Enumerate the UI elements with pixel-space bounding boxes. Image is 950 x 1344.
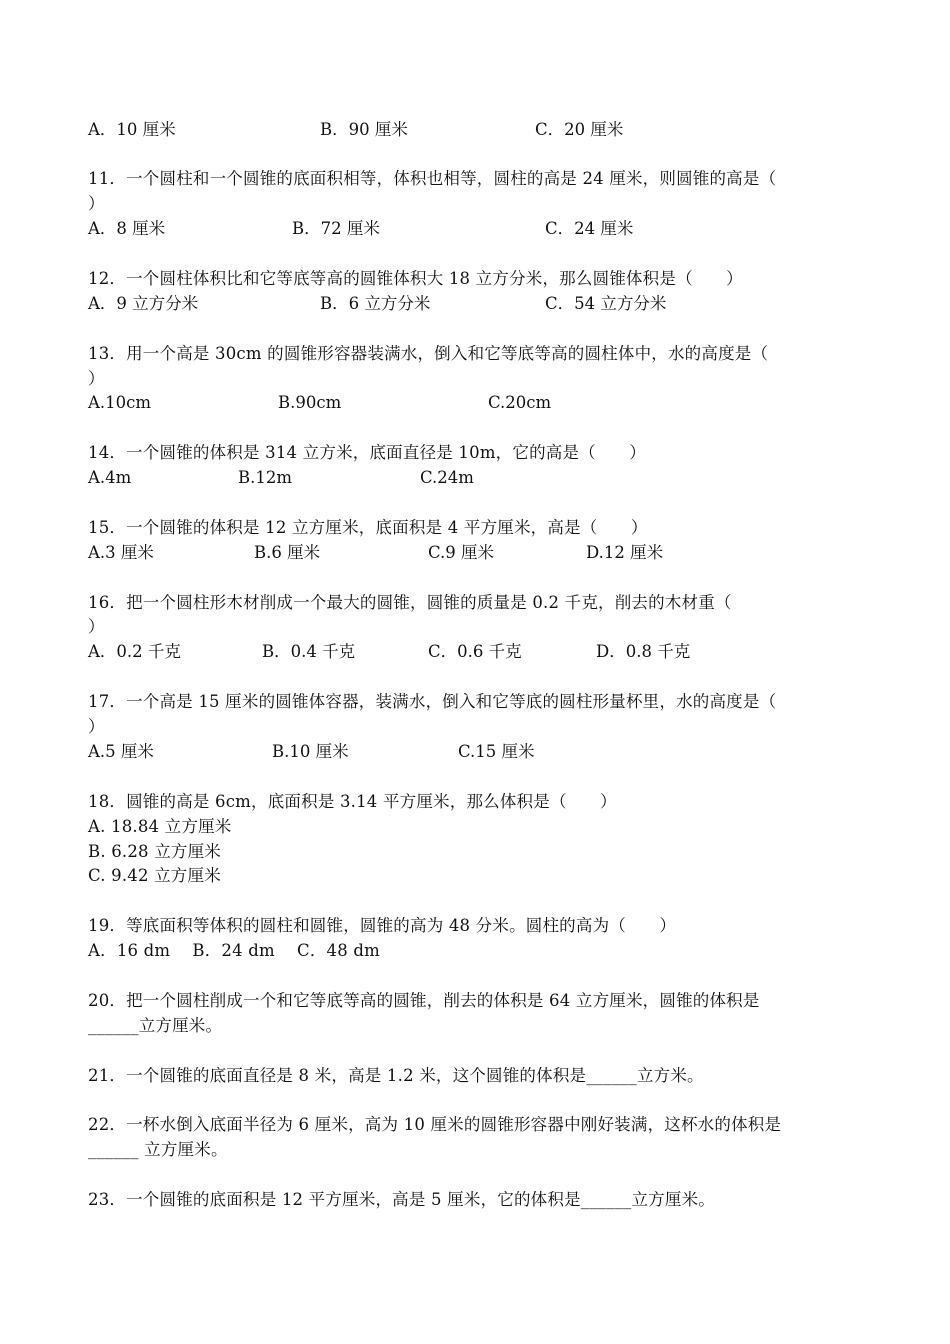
q17-option-c: C.15 厘米 — [458, 742, 535, 761]
q15-option-b: B.6 厘米 — [254, 543, 321, 562]
q23-stem: 23．一个圆锥的底面积是 12 平方厘米，高是 5 厘米，它的体积是______立方厘米。 — [88, 1190, 715, 1209]
q16-option-b: B．0.4 千克 — [262, 642, 356, 661]
q22-stem-cont: ______ 立方厘米。 — [88, 1140, 228, 1159]
q10-option-a: A．10 厘米 — [88, 120, 176, 139]
q11-option-b: B．72 厘米 — [292, 219, 380, 238]
q20-stem: 20．把一个圆柱削成一个和它等底等高的圆锥，削去的体积是 64 立方厘米，圆锥的体积是 — [88, 991, 760, 1010]
q10-option-b: B．90 厘米 — [320, 120, 408, 139]
q14-option-a: A.4m — [88, 468, 132, 487]
q12-option-c: C．54 立方分米 — [545, 294, 667, 313]
q13-option-a: A.10cm — [88, 393, 152, 412]
q18-option-b: B. 6.28 立方厘米 — [88, 842, 221, 861]
q13-option-c: C.20cm — [488, 393, 552, 412]
q11-option-c: C．24 厘米 — [545, 219, 634, 238]
q16-option-d: D．0.8 千克 — [596, 642, 691, 661]
q17-option-b: B.10 厘米 — [272, 742, 349, 761]
q13-option-b: B.90cm — [278, 393, 342, 412]
q14-stem: 14．一个圆锥的体积是 314 立方米，底面直径是 10m，它的高是（ ） — [88, 443, 646, 462]
q18-stem: 18．圆锥的高是 6cm，底面积是 3.14 平方厘米，那么体积是（ ） — [88, 792, 617, 811]
q21-stem: 21．一个圆锥的底面直径是 8 米，高是 1.2 米，这个圆锥的体积是______立方米。 — [88, 1066, 704, 1085]
q15-option-c: C.9 厘米 — [428, 543, 495, 562]
q16-stem-cont: ） — [88, 617, 105, 636]
q18-option-a: A. 18.84 立方厘米 — [88, 817, 232, 836]
q15-option-d: D.12 厘米 — [586, 543, 664, 562]
q11-stem-cont: ） — [88, 194, 105, 213]
q12-stem: 12．一个圆柱体积比和它等底等高的圆锥体积大 18 立方分米，那么圆锥体积是（ ） — [88, 269, 743, 288]
q12-option-b: B．6 立方分米 — [320, 294, 431, 313]
q20-stem-cont: ______立方厘米。 — [88, 1016, 223, 1035]
q12-option-a: A．9 立方分米 — [88, 294, 199, 313]
q16-option-c: C．0.6 千克 — [428, 642, 522, 661]
q15-option-a: A.3 厘米 — [88, 543, 154, 562]
q13-stem-cont: ） — [88, 369, 105, 388]
q13-stem: 13．用一个高是 30cm 的圆锥形容器装满水，倒入和它等底等高的圆柱体中，水的高度是（ — [88, 344, 769, 363]
q15-stem: 15．一个圆锥的体积是 12 立方厘米，底面积是 4 平方厘米，高是（ ） — [88, 518, 648, 537]
q17-option-a: A.5 厘米 — [88, 742, 154, 761]
q14-option-c: C.24m — [420, 468, 474, 487]
q22-stem: 22．一杯水倒入底面半径为 6 厘米，高为 10 厘米的圆锥形容器中刚好装满，这杯水的体积是 — [88, 1115, 782, 1134]
q19-options: A．16 dm B．24 dm C．48 dm — [88, 941, 381, 960]
q11-stem: 11．一个圆柱和一个圆锥的底面积相等，体积也相等，圆柱的高是 24 厘米，则圆锥的高是（ — [88, 169, 777, 188]
q16-stem: 16．把一个圆柱形木材削成一个最大的圆锥，圆锥的质量是 0.2 千克，削去的木材重（ — [88, 593, 732, 612]
q10-option-c: C．20 厘米 — [535, 120, 624, 139]
q19-stem: 19．等底面积等体积的圆柱和圆锥，圆锥的高为 48 分米。圆柱的高为（ ） — [88, 916, 677, 935]
q17-stem-cont: ） — [88, 717, 105, 736]
q17-stem: 17．一个高是 15 厘米的圆锥体容器，装满水，倒入和它等底的圆柱形量杯里，水的高度是（ — [88, 692, 777, 711]
q16-option-a: A．0.2 千克 — [88, 642, 181, 661]
q14-option-b: B.12m — [238, 468, 293, 487]
q18-option-c: C. 9.42 立方厘米 — [88, 866, 221, 885]
q11-option-a: A．8 厘米 — [88, 219, 166, 238]
